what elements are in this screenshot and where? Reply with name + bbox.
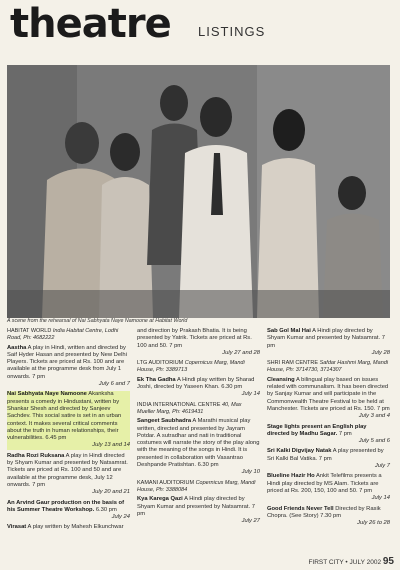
listing-entry xyxy=(267,448,390,470)
venue-address: India Habitat Centre, Lodhi Road, Ph: 4682222 xyxy=(7,328,119,342)
play-title: An Arvind Gaur production on the basis of his Summer Theatre Workshop. xyxy=(7,499,125,513)
play-description: and direction by Prakash Bhatia. It is being presented by Yatrik. Tickets are priced at Rs. 100 and 50. 7 pm xyxy=(137,328,252,349)
play-title: Nai Sabhyata Naye Namoone xyxy=(7,391,87,398)
play-dates: July 27 and 28 xyxy=(222,349,260,356)
venue-name: SHRI RAM CENTRE xyxy=(267,360,319,367)
play-description: 7 pm xyxy=(338,430,352,437)
play-description: Ankit Telefilms presents a Hindi play directed by MS Alam. Tickets are priced at Rs. 200, 150, 100 and 50. 7 pm xyxy=(267,473,382,494)
play-dates: July 10 xyxy=(241,469,260,476)
venue-name: INDIA INTERNATIONAL CENTRE xyxy=(137,401,221,408)
play-dates: July 14 xyxy=(371,495,390,502)
venue-heading xyxy=(137,360,260,375)
venue-name: KAMANI AUDITORIUM xyxy=(137,479,195,486)
venue-heading xyxy=(137,480,260,495)
play-title: Stage lights present an English play directed by Madhu Sagar. xyxy=(267,423,367,437)
play-dates: July 6 and 7 xyxy=(98,381,130,388)
play-dates: July 14 xyxy=(241,391,260,398)
play-title: Sri Kalki Digvijay Natak xyxy=(267,448,332,455)
section-subtitle: LISTINGS xyxy=(198,24,266,39)
publication-line: FIRST CITY • JULY 2002 xyxy=(308,559,382,566)
venue-heading xyxy=(137,402,260,417)
section-title: theatre xyxy=(10,1,171,47)
play-dates: July 20 and 21 xyxy=(92,489,130,496)
photo-caption: A scene from the rehearsal of Nai Sabhyata Naye Namoone at Habitat World xyxy=(7,318,188,324)
play-title: Aastha xyxy=(7,344,27,351)
play-title: Virasat xyxy=(7,524,27,531)
listings-column-3 xyxy=(267,328,390,530)
play-description: A Hindi play directed by Shyam Kumar and presented by Natsamrat. 7 pm xyxy=(137,496,255,517)
listing-entry xyxy=(137,418,260,476)
listings-column-1 xyxy=(7,328,130,535)
listing-entry-highlighted xyxy=(7,391,130,449)
play-title: Cleansing xyxy=(267,376,295,383)
play-title: Kya Karega Qazi xyxy=(137,496,183,503)
play-description: A play in Hindi, written and directed by Saif Hyder Hasan and presented by New Delhi Players. Tickets are priced at Rs. 100 and are available at the programme desk from July 1 onwards. 7 pm xyxy=(7,344,127,380)
listing-entry xyxy=(7,453,130,497)
listing-entry xyxy=(137,377,260,399)
play-description: A Marathi musical play written, directed and presented by Jayram Potdar. A sutradhar and nati in traditional costumes will narrate the story of the play along with the meaning of the songs in Hindi. It is presented in collaboration with Vasantrao Deshpande Pratishtan. 6.30 pm xyxy=(137,418,260,469)
play-description: Akanksha presents a comedy in Hindustani, written by Shankar Shesh and directed by Sanjeev Sachdev. This social satire is set in an urban context. It makes several critical comments about the truth in human relationships, their vulnerabilities. 6.45 pm xyxy=(7,391,122,442)
listing-entry xyxy=(267,328,390,357)
play-dates: July 27 xyxy=(241,518,260,525)
listing-entry xyxy=(267,377,390,421)
play-description: A bilingual play based on issues related with communalism. It has been directed by Sanjay Kumar and will participate in the Commonwealth Theatre Festival to be held at Manchester. Tickets are priced at Rs. 150. 7 pm xyxy=(267,376,390,412)
play-dates: July 7 xyxy=(374,463,390,470)
play-dates: July 28 xyxy=(371,349,390,356)
venue-address: 40, Max Mueller Marg, Ph: 4619431 xyxy=(137,401,242,415)
play-description: Directed by Rasik Chopra. (See Story) 7.30 pm xyxy=(267,505,381,519)
play-dates: July 5 and 6 xyxy=(358,438,390,445)
play-title: Sangeet Saubhadra xyxy=(137,418,192,425)
play-description: 6.30 pm xyxy=(95,506,117,513)
play-description: A play presented by Sri Kalki Bal Vatika. 7 pm xyxy=(267,448,384,462)
listing-entry xyxy=(267,506,390,528)
play-title: Ek Tha Gadha xyxy=(137,376,176,383)
listing-entry xyxy=(267,473,390,502)
venue-name: HABITAT WORLD xyxy=(7,328,52,334)
page-number: 95 xyxy=(382,556,394,567)
play-dates: July 13 and 14 xyxy=(92,442,130,449)
play-dates: July 24 xyxy=(111,514,130,521)
venue-address: Copernicus Marg, Mandi House, Ph: 3389713 xyxy=(137,360,245,374)
listing-entry xyxy=(267,424,390,446)
play-description: A play in Hindi directed by Shyam Kumar and presented by Natsamrat. Tickets are priced at Rs. 100 and 50 and are available at the programme desk, July 12 onwards. 7 pm xyxy=(7,452,128,488)
play-dates: July 26 to 28 xyxy=(357,520,390,527)
play-title: Sab Gol Mal Hai xyxy=(267,328,311,334)
play-title: Blueline Hazir Ho xyxy=(267,473,315,480)
play-description: A Hindi play written by Sharad Joshi, directed by Yaseen Khan. 6.30 pm xyxy=(137,376,255,391)
listing-entry xyxy=(7,500,130,522)
listing-entry-continued xyxy=(137,328,260,357)
play-title: Good Friends Never Tell xyxy=(267,505,334,512)
play-dates: July 3 and 4 xyxy=(358,413,390,420)
venue-name: LTG AUDITORIUM xyxy=(137,360,184,367)
venue-address: Safdar Hashmi Marg, Mandi House, Ph: 3714730, 3714307 xyxy=(267,360,389,374)
venue-heading xyxy=(7,328,130,343)
listing-entry xyxy=(7,524,130,531)
listing-entry xyxy=(7,345,130,389)
play-description: A play written by Mahesh Elkunchwar xyxy=(27,524,124,531)
page-footer xyxy=(290,556,394,567)
page-header xyxy=(10,3,390,47)
listing-entry xyxy=(137,496,260,525)
play-title: Radha Rozi Ruksana xyxy=(7,452,65,459)
play-description: A Hindi play directed by Shyam Kumar and presented by Natsamrat. 7 pm xyxy=(267,328,385,349)
rehearsal-photo xyxy=(7,65,390,318)
venue-heading xyxy=(267,360,390,375)
venue-address: Copernicus Marg, Mandi House, Ph: 3388084 xyxy=(137,479,256,493)
listings-column-2 xyxy=(137,328,260,528)
